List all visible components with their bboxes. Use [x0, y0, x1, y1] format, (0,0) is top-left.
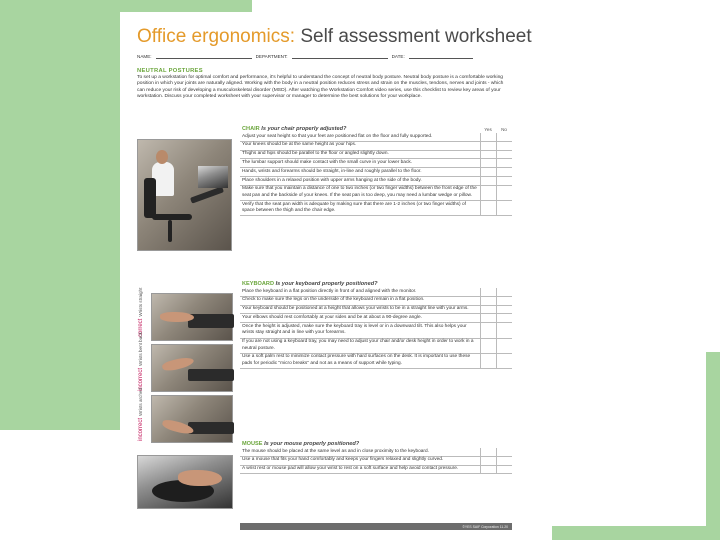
title-part-1: Office ergonomics: — [137, 26, 296, 47]
no-checkbox[interactable] — [496, 456, 512, 465]
no-checkbox[interactable] — [496, 296, 512, 305]
table-row — [240, 296, 512, 305]
yes-checkbox[interactable] — [480, 305, 496, 314]
decorative-band-bottom — [552, 526, 720, 540]
yes-checkbox[interactable] — [480, 448, 496, 456]
table-row — [240, 323, 512, 338]
checklist-item: Check to make sure the legs on the underside of the keyboard remain in a flat position. — [240, 296, 480, 305]
checklist-item: Adjust your seat height so that your feet are positioned flat on the floor and fully supported. — [240, 133, 480, 141]
yes-checkbox[interactable] — [480, 296, 496, 305]
worksheet-title — [137, 26, 532, 48]
no-checkbox[interactable] — [496, 159, 512, 168]
footer-copyright: ©YES SAIF Corporation 11.20 — [462, 524, 508, 529]
yes-checkbox[interactable] — [480, 288, 496, 296]
keyboard-photo-incorrect-bent-back — [151, 344, 233, 392]
mouse-checklist — [240, 441, 512, 474]
table-row — [240, 314, 512, 323]
yes-checkbox[interactable] — [480, 323, 496, 338]
yes-checkbox[interactable] — [480, 353, 496, 368]
no-checkbox[interactable] — [496, 288, 512, 296]
keyboard-photo-correct — [151, 293, 233, 341]
yes-column-header: Yes — [484, 127, 492, 132]
department-label: DEPARTMENT: — [255, 54, 288, 59]
yes-checkbox[interactable] — [480, 456, 496, 465]
neutral-postures-heading: NEUTRAL POSTURES — [137, 68, 203, 74]
checklist-item: Once the height is adjusted, make sure the keyboard tray is level or in a downward tilt. This also helps your wrists stay straight and in line with your forearms. — [240, 323, 480, 338]
no-column-header: No — [501, 127, 507, 132]
name-field[interactable] — [156, 54, 252, 59]
no-checkbox[interactable] — [496, 314, 512, 323]
checklist-item: The mouse should be placed at the same level as and in close proximity to the keyboard. — [240, 448, 480, 456]
table-row — [240, 150, 512, 159]
chair-checklist — [240, 126, 512, 216]
chair-posture-photo — [137, 139, 232, 251]
table-row — [240, 176, 512, 185]
footer-bar — [240, 523, 512, 530]
no-checkbox[interactable] — [496, 185, 512, 200]
mouse-question: Is your mouse properly positioned? — [264, 441, 360, 447]
photo-label-correct: correctWrists straight — [138, 287, 144, 337]
table-row — [240, 133, 512, 141]
table-row — [240, 201, 512, 216]
checklist-item: Use a mouse that fits your hand comfortably and keeps your fingers relaxed and slightly curved. — [240, 456, 480, 465]
no-checkbox[interactable] — [496, 353, 512, 368]
no-checkbox[interactable] — [496, 448, 512, 456]
checklist-item: Place the keyboard in a flat position directly in front of and aligned with the monitor. — [240, 288, 480, 296]
yes-checkbox[interactable] — [480, 338, 496, 353]
yes-checkbox[interactable] — [480, 176, 496, 185]
checklist-item: Hands, wrists and forearms should be straight, in-line and roughly parallel to the floor. — [240, 168, 480, 177]
checklist-item: Verify that the seat pan width is adequate by making sure that there are 1-2 inches (or two finger widths) of space between the thigh and the chair edge. — [240, 201, 480, 216]
checklist-item: The lumbar support should make contact with the small curve in your lower back. — [240, 159, 480, 168]
table-row — [240, 141, 512, 150]
keyboard-checklist — [240, 281, 512, 369]
table-row — [240, 305, 512, 314]
checklist-item: Thighs and hips should be parallel to the floor or angled slightly down. — [240, 150, 480, 159]
mouse-heading: MOUSE Is your mouse properly positioned? — [242, 441, 360, 447]
checklist-item: Make sure that you maintain a distance of one to two inches (or two finger widths) between the front edge of the seat pan and the backside of your knees. If the seat pan is too deep, you may need a lumbar wedge or pillow. — [240, 185, 480, 200]
checklist-item: Your elbows should rest comfortably at your sides and be at about a 90-degree angle. — [240, 314, 480, 323]
checklist-item: Place shoulders in a relaxed position with upper arms hanging at the side of the body. — [240, 176, 480, 185]
mouse-photo — [137, 455, 233, 509]
checklist-item: Your knees should be at the same height as your hips. — [240, 141, 480, 150]
no-checkbox[interactable] — [496, 176, 512, 185]
name-label: NAME: — [137, 54, 152, 59]
yes-checkbox[interactable] — [480, 159, 496, 168]
table-row — [240, 353, 512, 368]
checklist-item: Use a soft palm rest to minimize contact pressure with hard surfaces on the desk. It is important to use these pads for periodic "micro breaks" and not as a means of support while typing. — [240, 353, 480, 368]
yes-checkbox[interactable] — [480, 168, 496, 177]
yes-checkbox[interactable] — [480, 185, 496, 200]
no-checkbox[interactable] — [496, 465, 512, 474]
photo-label-incorrect-bent: incorrectWrists bent back — [138, 332, 144, 391]
title-part-2: Self assessment worksheet — [300, 26, 532, 47]
table-row — [240, 456, 512, 465]
chair-heading: CHAIR Is your chair properly adjusted? — [242, 126, 347, 132]
form-fields — [137, 54, 512, 59]
keyboard-photo-incorrect-arched — [151, 395, 233, 443]
table-row — [240, 159, 512, 168]
table-row — [240, 288, 512, 296]
table-row — [240, 448, 512, 456]
yes-checkbox[interactable] — [480, 201, 496, 216]
keyboard-question: Is your keyboard properly positioned? — [275, 281, 378, 287]
no-checkbox[interactable] — [496, 168, 512, 177]
no-checkbox[interactable] — [496, 338, 512, 353]
no-checkbox[interactable] — [496, 201, 512, 216]
no-checkbox[interactable] — [496, 305, 512, 314]
neutral-postures-intro: To set up a workstation for optimal comfort and performance, it's helpful to understand the concept of neutral body posture. Neutral body posture is a comfortable working position in which your joints are naturally aligned. Working with the body in a neutral position reduces stress and strain on the muscles, tendons, nerves and joints - which can reduce your risk of developing a musculoskeletal disorder (MSD). After watching the Workstation Comfort video series, use this checklist to review key areas of your workstation. Discuss your completed worksheet with your supervisor or manager to determine the best solutions for your workplace. — [137, 75, 504, 99]
keyboard-heading: KEYBOARD Is your keyboard properly positioned? — [242, 281, 378, 287]
date-field[interactable] — [409, 54, 473, 59]
checklist-item: Your keyboard should be positioned at a height that allows your wrists to be in a straight line with your arms. — [240, 305, 480, 314]
table-row — [240, 338, 512, 353]
yes-checkbox[interactable] — [480, 465, 496, 474]
table-row — [240, 185, 512, 200]
yes-checkbox[interactable] — [480, 150, 496, 159]
decorative-band-left — [0, 0, 120, 430]
yes-checkbox[interactable] — [480, 133, 496, 141]
no-checkbox[interactable] — [496, 150, 512, 159]
no-checkbox[interactable] — [496, 141, 512, 150]
date-label: DATE: — [391, 54, 405, 59]
neutral-postures-section — [137, 68, 512, 100]
checklist-item: If you are not using a keyboard tray, you may need to adjust your chair and/or desk height in order to work in a neutral posture. — [240, 338, 480, 353]
yes-checkbox[interactable] — [480, 314, 496, 323]
worksheet-page — [120, 12, 532, 529]
chair-question: Is your chair properly adjusted? — [261, 126, 347, 132]
no-checkbox[interactable] — [496, 323, 512, 338]
checklist-item: A wrist rest or mouse pad will allow your wrist to rest on a soft surface and help avoid contact pressure. — [240, 465, 480, 474]
table-row — [240, 168, 512, 177]
department-field[interactable] — [292, 54, 388, 59]
no-checkbox[interactable] — [496, 133, 512, 141]
decorative-band-right — [706, 352, 720, 540]
photo-label-incorrect-arched: incorrectWrists arched — [138, 387, 144, 441]
table-row — [240, 465, 512, 474]
yes-checkbox[interactable] — [480, 141, 496, 150]
